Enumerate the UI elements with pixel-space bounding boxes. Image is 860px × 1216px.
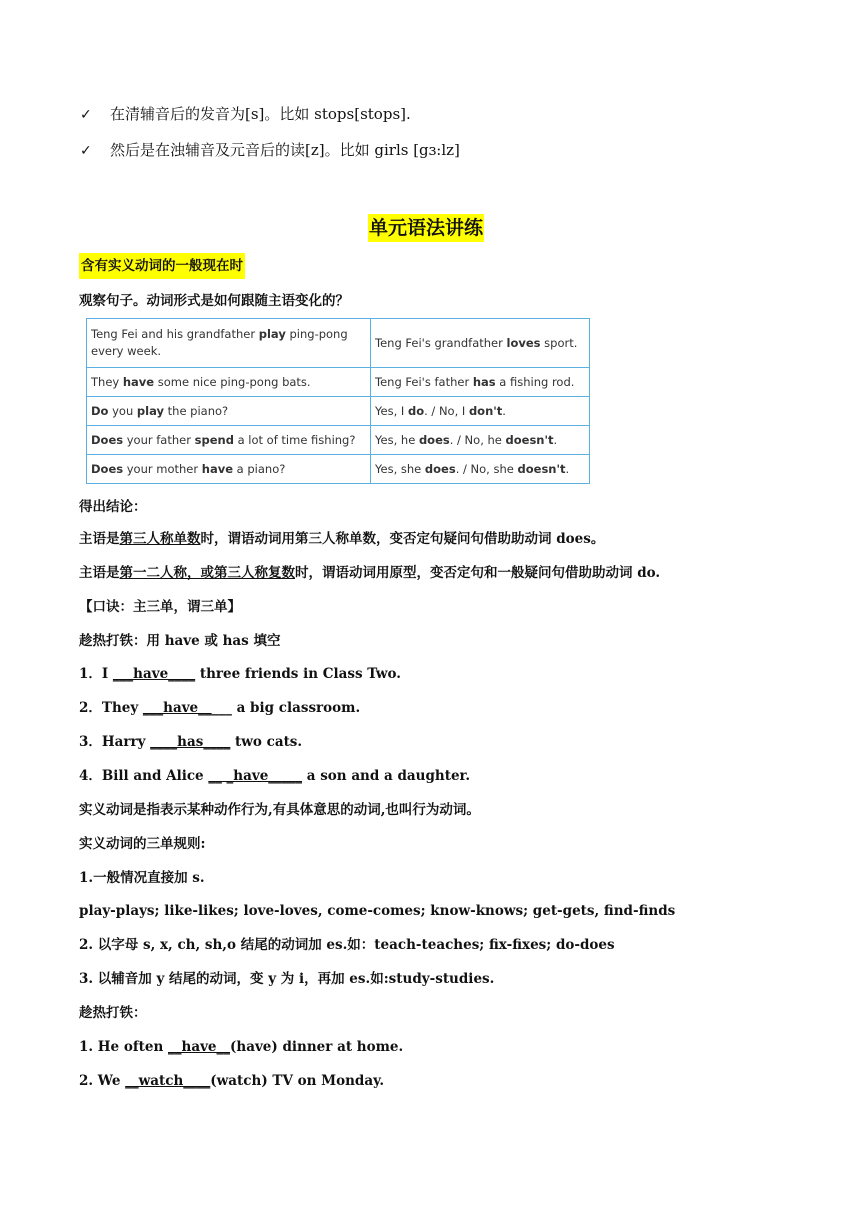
section-title: 单元语法讲练 (368, 214, 484, 242)
definition: 实义动词是指表示某种动作行为,有具体意思的动词,也叫行为动词。 (79, 802, 480, 818)
practice2-title: 趁热打铁： (79, 1005, 147, 1021)
sentence-text: Teng Fei's grandfather (375, 335, 507, 350)
sentence-text: you (108, 403, 137, 418)
answer-blank: ___have____ (112, 666, 196, 682)
table-cell-left (87, 319, 371, 368)
table-row (87, 319, 590, 368)
verb-form: play (258, 327, 286, 341)
table-cell-right (371, 397, 590, 426)
sentence-text: a piano? (233, 461, 286, 476)
item-text: 1．I (79, 666, 113, 682)
rule-third-person (79, 530, 604, 548)
verb-form: don't (468, 403, 503, 418)
verb-form: doesn't (517, 461, 566, 476)
answer-blank: __ _have_____ (208, 768, 303, 784)
table-cell-right (371, 426, 590, 455)
table-cell-right (371, 368, 590, 397)
sentence-text: Yes, she (375, 461, 425, 476)
practice-item (79, 733, 302, 751)
item-text: three friends in Class Two. (195, 666, 401, 682)
answer-blank: ___have__ (142, 700, 212, 716)
answer-blank: __watch____ (125, 1073, 211, 1089)
rule-text: 时，谓语动词用第三人称单数，变否定句疑问句借助助动词 does。 (200, 531, 605, 547)
item-text: ___ a big classroom. (211, 700, 361, 716)
pronunciation-item (80, 140, 460, 161)
sentence-text: ping-pong every week. (91, 327, 348, 358)
verb-form: does (418, 432, 450, 447)
practice1-title: 趁热打铁：用 have 或 has 填空 (79, 633, 281, 649)
rule-underlined: 第三人称单数 (119, 531, 201, 547)
subtitle: 含有实义动词的一般现在时 (79, 253, 245, 279)
verb-form: does (424, 461, 456, 476)
sentence-text: Yes, I (375, 403, 408, 418)
table-row (87, 455, 590, 484)
checkmark-icon: ✓ (80, 143, 92, 159)
rules-title: 实义动词的三单规则: (79, 836, 206, 852)
table-cell-right (371, 455, 590, 484)
item-text: a son and a daughter. (302, 768, 471, 784)
answer-blank: ____has____ (150, 734, 231, 750)
table-row (87, 368, 590, 397)
table-cell-left (87, 426, 371, 455)
verb-form: Does (91, 461, 124, 476)
item-text: 4．Bill and Alice (79, 768, 209, 784)
rule-c: 3. 以辅音加 y 结尾的动词，变 y 为 i，再加 es.如:study-studies. (79, 971, 495, 987)
sentence-text: . / No, he (449, 432, 506, 447)
sentence-text: . / No, she (455, 461, 518, 476)
practice-item (79, 767, 470, 785)
mnemonic: 【口诀：主三单，谓三单】 (79, 599, 241, 615)
table-cell-right (371, 319, 590, 368)
rule-text: 主语是 (79, 565, 120, 581)
item-text: (watch) TV on Monday. (210, 1073, 385, 1089)
sentence-text: Teng Fei's father (375, 374, 473, 389)
verb-form: spend (194, 432, 234, 447)
practice-item (79, 1038, 403, 1056)
rule-underlined: 第一二人称，或第三人称复数 (119, 565, 295, 581)
rule-a-examples: play-plays; like-likes; love-loves, come-comes; know-knows; get-gets, find-finds (79, 903, 676, 919)
sentence-text: a lot of time fishing? (233, 432, 356, 447)
verb-form: Does (91, 432, 124, 447)
sentence-text: . (502, 403, 506, 418)
verb-form: doesn't (505, 432, 554, 447)
sentence-text: Yes, he (375, 432, 419, 447)
item-text: (have) dinner at home. (230, 1039, 404, 1055)
sentence-text: They (91, 374, 123, 389)
table-cell-left (87, 397, 371, 426)
item-text: 1. He often (79, 1039, 168, 1055)
conclusion-label: 得出结论： (79, 499, 147, 515)
checkmark-icon: ✓ (80, 107, 92, 123)
table-row (87, 426, 590, 455)
verb-form: Do (91, 403, 109, 418)
verb-form: loves (506, 335, 541, 350)
pronunciation-item (80, 104, 411, 125)
item-text: two cats. (230, 734, 303, 750)
rule-a: 1.一般情况直接加 s. (79, 870, 205, 886)
answer-blank: __have__ (168, 1039, 230, 1055)
grammar-table (86, 318, 590, 484)
rule-b: 2. 以字母 s, x, ch, sh,o 结尾的动词加 es.如：teach-teaches; fix-fixes; do-does (79, 937, 615, 953)
verb-form: do (407, 403, 425, 418)
verb-form: has (472, 374, 496, 389)
item-text: 2．They (79, 700, 143, 716)
rule-text: 主语是 (79, 531, 120, 547)
table-cell-left (87, 455, 371, 484)
verb-form: have (122, 374, 155, 389)
pronunciation-text: 然后是在浊辅音及元音后的读[z]。比如 girls [gɜ:lz] (110, 141, 460, 159)
sentence-text: . (565, 461, 570, 476)
pronunciation-text: 在清辅音后的发音为[s]。比如 stops[stops]. (110, 105, 411, 123)
practice-item (79, 699, 360, 717)
verb-form: play (136, 403, 164, 418)
sentence-text: the piano? (163, 403, 229, 418)
sentence-text: a fishing rod. (495, 374, 575, 389)
sentence-text: your father (123, 432, 195, 447)
table-cell-left (87, 368, 371, 397)
practice-item (79, 665, 401, 683)
sentence-text: . / No, I (424, 403, 469, 418)
observe-instruction: 观察句子。动词形式是如何跟随主语变化的？ (79, 293, 349, 309)
rule-first-second-person (79, 564, 660, 582)
sentence-text: . (553, 432, 558, 447)
rule-text: 时，谓语动词用原型，变否定句和一般疑问句借助助动词 do. (295, 565, 661, 581)
table-row (87, 397, 590, 426)
verb-form: have (201, 461, 234, 476)
item-text: 3．Harry (79, 734, 151, 750)
practice-item (79, 1072, 384, 1090)
sentence-text: your mother (123, 461, 202, 476)
sentence-text: Teng Fei and his grandfather (91, 327, 259, 341)
sentence-text: sport. (540, 335, 578, 350)
sentence-text: some nice ping-pong bats. (154, 374, 311, 389)
item-text: 2. We (79, 1073, 126, 1089)
